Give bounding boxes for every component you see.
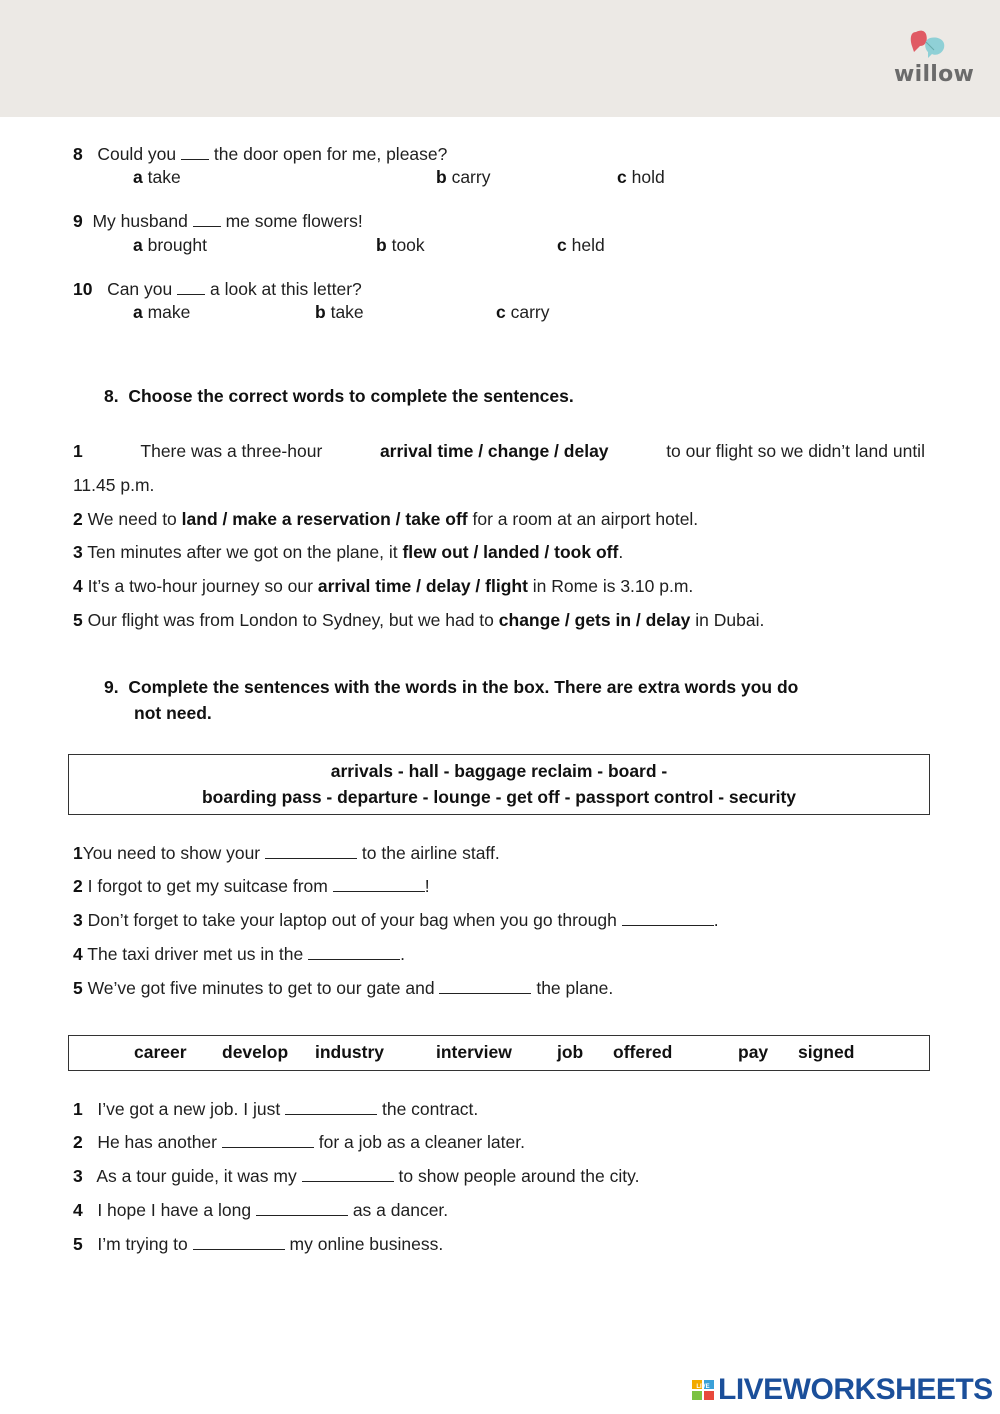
question-number: 10 xyxy=(73,279,93,299)
section-9-item-1: 1You need to show your to the airline staff. xyxy=(73,843,500,863)
answer-blank[interactable] xyxy=(439,979,531,994)
word-box-word: industry xyxy=(315,1042,385,1062)
mcq-question-9 xyxy=(73,210,363,232)
section-8-heading: 8. Choose the correct words to complete the sentences. xyxy=(104,386,574,406)
question-text: Can you xyxy=(107,279,173,299)
mcq-option-b[interactable]: b carry xyxy=(436,167,491,187)
answer-blank[interactable] xyxy=(333,877,425,892)
liveworksheets-badge-icon xyxy=(692,1372,716,1408)
answer-blank[interactable] xyxy=(308,945,400,960)
word-box-word: job xyxy=(557,1042,584,1062)
mcq-option-a[interactable]: a brought xyxy=(133,235,207,255)
word-box-word: interview xyxy=(436,1042,512,1062)
section-9-heading: 9. Complete the sentences with the words in the box. There are extra words you do xyxy=(104,677,799,697)
question-text: the door open for me, please? xyxy=(213,144,448,164)
word-box-jobs xyxy=(68,1035,930,1071)
section-8-item-4: 4 It’s a two-hour journey so our arrival time / delay / flight in Rome is 3.10 p.m. xyxy=(73,576,694,596)
answer-blank[interactable] xyxy=(193,212,221,227)
section-8-item-5: 5 Our flight was from London to Sydney, but we had to change / gets in / delay in Dubai. xyxy=(73,610,765,630)
word-box-airport xyxy=(68,754,930,815)
choice-text[interactable]: change / gets in / delay xyxy=(498,610,691,630)
answer-blank[interactable] xyxy=(177,280,205,295)
answer-blank[interactable] xyxy=(256,1201,348,1216)
answer-blank[interactable] xyxy=(622,911,714,926)
choice-text[interactable]: arrival time / delay / flight xyxy=(317,576,528,596)
answer-blank[interactable] xyxy=(222,1133,314,1148)
question-text: me some flowers! xyxy=(225,211,363,231)
question-text: Could you xyxy=(97,144,177,164)
word-box-word: signed xyxy=(798,1042,855,1062)
choice-text[interactable]: flew out / landed / took off xyxy=(402,542,619,562)
section-10-item-1: 1 I’ve got a new job. I just the contract. xyxy=(73,1099,479,1119)
section-9-item-4: 4 The taxi driver met us in the . xyxy=(73,944,405,964)
mcq-question-8 xyxy=(73,143,447,165)
section-8-item-1-continued: 11.45 p.m. xyxy=(73,475,155,495)
question-number: 8 xyxy=(73,144,83,164)
section-10-item-5: 5 I’m trying to my online business. xyxy=(73,1234,444,1254)
word-box-line: boarding pass - departure - lounge - get off - passport control - security xyxy=(201,787,797,807)
answer-blank[interactable] xyxy=(302,1167,394,1182)
mcq-option-a[interactable]: a make xyxy=(133,302,191,322)
willow-logo-text: willow xyxy=(894,62,975,87)
section-9-item-3: 3 Don’t forget to take your laptop out of your bag when you go through . xyxy=(73,910,719,930)
word-box-word: offered xyxy=(613,1042,673,1062)
section-8-item-2: 2 We need to land / make a reservation / take off for a room at an airport hotel. xyxy=(73,509,699,529)
word-box-word: career xyxy=(134,1042,187,1062)
question-text: My husband xyxy=(92,211,188,231)
answer-blank[interactable] xyxy=(181,145,209,160)
section-9-heading-continued: not need. xyxy=(134,703,212,723)
mcq-option-c[interactable]: c carry xyxy=(496,302,550,322)
section-10-item-3: 3 As a tour guide, it was my to show people around the city. xyxy=(73,1166,640,1186)
mcq-question-10 xyxy=(73,278,362,300)
choice-text[interactable]: land / make a reservation / take off xyxy=(181,509,468,529)
mcq-option-a[interactable]: a take xyxy=(133,167,181,187)
question-number: 9 xyxy=(73,211,83,231)
answer-blank[interactable] xyxy=(265,844,357,859)
section-8-item-1: 1 There was a three-hour arrival time / change / delay to our flight so we didn’t land until xyxy=(73,441,925,461)
answer-blank[interactable] xyxy=(285,1100,377,1115)
section-10-item-2: 2 He has another for a job as a cleaner later. xyxy=(73,1132,525,1152)
section-9-item-2: 2 I forgot to get my suitcase from ! xyxy=(73,876,430,896)
word-box-word: develop xyxy=(222,1042,289,1062)
liveworksheets-logo-text: LIVEWORKSHEETS xyxy=(718,1373,993,1406)
answer-blank[interactable] xyxy=(193,1235,285,1250)
mcq-option-c[interactable]: c held xyxy=(557,235,605,255)
mcq-option-b[interactable]: b take xyxy=(315,302,364,322)
mcq-option-b[interactable]: b took xyxy=(376,235,425,255)
section-8-item-3: 3 Ten minutes after we got on the plane, it flew out / landed / took off. xyxy=(73,542,624,562)
mcq-option-c[interactable]: c hold xyxy=(617,167,665,187)
choice-text[interactable]: arrival time / change / delay xyxy=(379,441,609,461)
question-text: a look at this letter? xyxy=(210,279,362,299)
word-box-line: arrivals - hall - baggage reclaim - board - xyxy=(330,761,668,781)
section-10-item-4: 4 I hope I have a long as a dancer. xyxy=(73,1200,449,1220)
page-header xyxy=(0,0,1000,117)
liveworksheets-badge-text: LIVE xyxy=(696,1384,710,1390)
section-9-item-5: 5 We’ve got five minutes to get to our gate and the plane. xyxy=(73,978,614,998)
word-box-word: pay xyxy=(738,1042,769,1062)
